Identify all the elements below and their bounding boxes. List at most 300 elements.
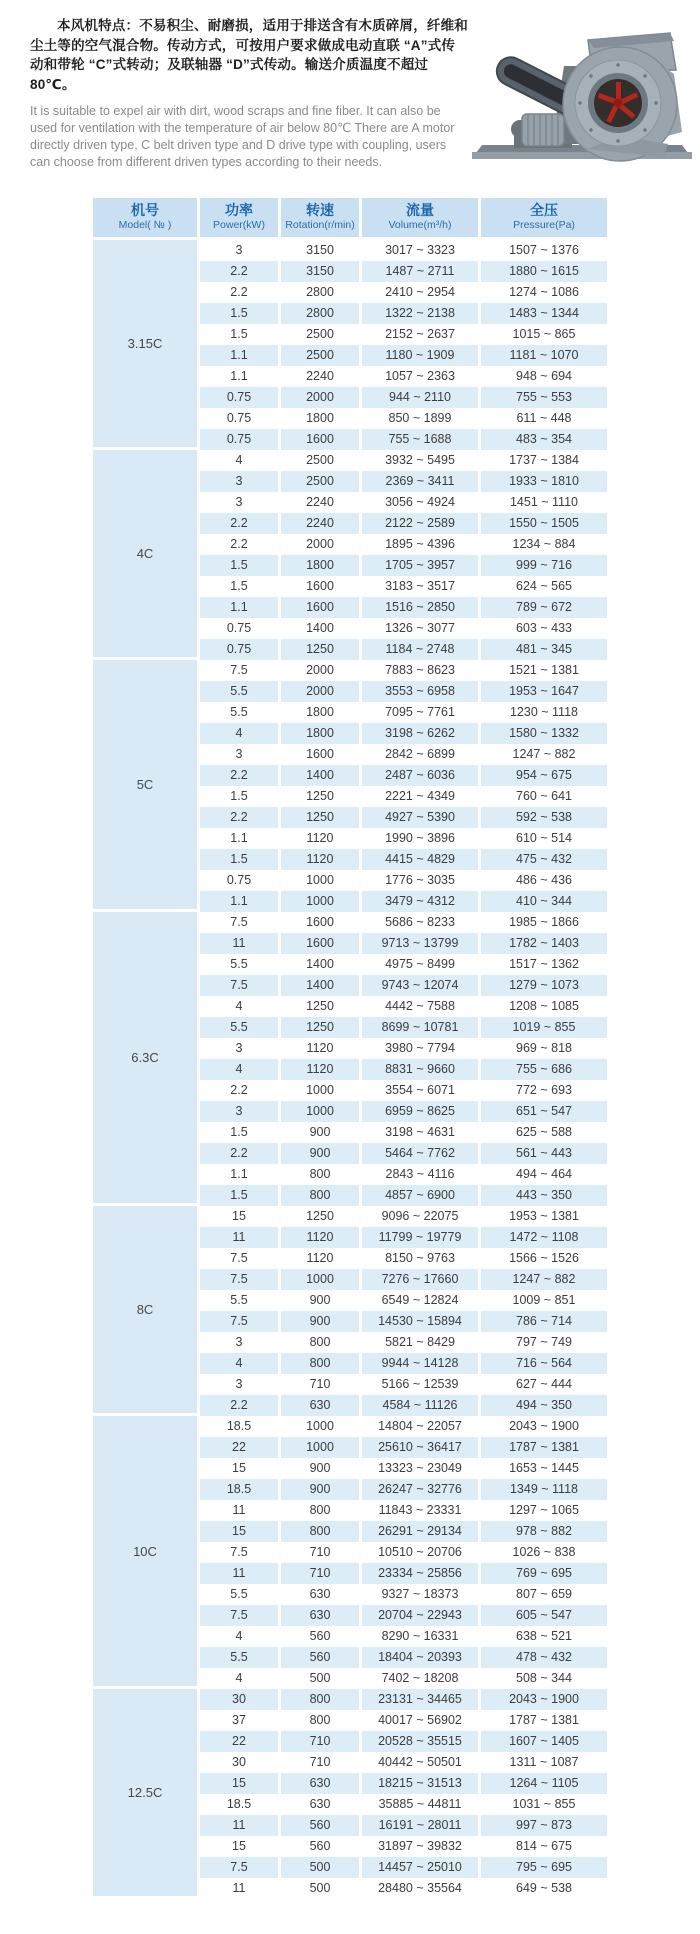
volume-cell: 1180 ~ 1909 [362, 345, 478, 366]
volume-cell: 5166 ~ 12539 [381, 1377, 459, 1391]
power-cell: 5.5 [200, 1017, 278, 1038]
rotation-cell: 630 [281, 1395, 359, 1416]
power-cell: 1.1 [200, 597, 278, 618]
volume-cell: 3980 ~ 7794 [385, 1041, 455, 1055]
pressure-cell: 1247 ~ 882 [481, 1269, 607, 1290]
pressure-cell: 797 ~ 749 [516, 1335, 572, 1349]
pressure-cell: 561 ~ 443 [481, 1143, 607, 1164]
rotation-cell: 1600 [281, 933, 359, 954]
volume-cell: 3553 ~ 6958 [362, 681, 478, 702]
rotation-cell: 1120 [306, 1251, 334, 1265]
rotation-cell: 1400 [281, 765, 359, 786]
volume-cell: 11799 ~ 19779 [362, 1227, 478, 1248]
pressure-cell: 814 ~ 675 [516, 1839, 572, 1853]
pressure-cell: 475 ~ 432 [481, 849, 607, 870]
volume-cell: 1990 ~ 3896 [385, 831, 455, 845]
rotation-cell: 1250 [281, 639, 359, 660]
power-cell: 22 [200, 1437, 278, 1458]
rotation-cell: 900 [281, 1311, 359, 1332]
pressure-cell: 1015 ~ 865 [512, 327, 576, 341]
rotation-cell: 560 [281, 1815, 359, 1836]
rotation-cell: 1800 [281, 723, 359, 744]
spec-table-body [93, 240, 607, 1899]
rotation-cell: 560 [309, 1629, 331, 1643]
rotation-cell: 800 [281, 1353, 359, 1374]
volume-cell: 13323 ~ 23049 [378, 1461, 462, 1475]
volume-cell: 4584 ~ 11126 [362, 1395, 478, 1416]
power-cell: 3 [235, 1041, 243, 1055]
power-cell: 15 [232, 1839, 246, 1853]
pressure-cell: 1349 ~ 1118 [481, 1479, 607, 1500]
rotation-cell: 800 [281, 1185, 359, 1206]
power-cell: 7.5 [230, 915, 248, 929]
volume-cell: 2122 ~ 2589 [362, 513, 478, 534]
rotation-cell: 800 [309, 1167, 331, 1181]
pressure-cell: 807 ~ 659 [516, 1587, 572, 1601]
rotation-cell: 1800 [306, 411, 334, 425]
rotation-cell: 1600 [306, 915, 334, 929]
volume-cell: 9713 ~ 13799 [362, 933, 478, 954]
power-cell: 1.5 [230, 579, 248, 593]
volume-cell: 35885 ~ 44811 [378, 1797, 462, 1811]
pressure-cell: 1985 ~ 1866 [509, 915, 579, 929]
rotation-cell: 560 [281, 1647, 359, 1668]
volume-cell: 2369 ~ 3411 [362, 471, 478, 492]
table-row [93, 240, 607, 261]
rotation-cell: 1120 [281, 849, 359, 870]
volume-cell: 4415 ~ 4829 [362, 849, 478, 870]
volume-cell: 8290 ~ 16331 [381, 1629, 459, 1643]
power-cell: 1.1 [200, 891, 278, 912]
power-cell: 2.2 [200, 807, 278, 828]
volume-cell: 9944 ~ 14128 [362, 1353, 478, 1374]
power-cell: 0.75 [226, 621, 252, 635]
power-cell: 7.5 [230, 1251, 248, 1265]
rotation-cell: 1600 [306, 747, 334, 761]
rotation-cell: 2500 [281, 471, 359, 492]
power-cell: 18.5 [226, 1797, 252, 1811]
pressure-cell: 2043 ~ 1900 [509, 1419, 579, 1433]
table-row [93, 660, 607, 681]
pressure-cell: 494 ~ 464 [516, 1167, 572, 1181]
volume-cell: 9743 ~ 12074 [362, 975, 478, 996]
volume-cell: 755 ~ 1688 [362, 429, 478, 450]
pressure-cell: 1451 ~ 1110 [509, 495, 578, 509]
pressure-cell: 1031 ~ 855 [512, 1797, 576, 1811]
volume-cell: 1322 ~ 2138 [362, 303, 478, 324]
power-cell: 15 [232, 1209, 246, 1223]
model-cell: 10C [93, 1416, 197, 1689]
power-cell: 1.5 [200, 555, 278, 576]
pressure-cell: 978 ~ 882 [481, 1521, 607, 1542]
rotation-cell: 900 [309, 1125, 331, 1139]
rotation-cell: 500 [309, 1671, 331, 1685]
pressure-cell: 786 ~ 714 [481, 1311, 607, 1332]
pressure-cell: 1787 ~ 1381 [481, 1437, 607, 1458]
model-cell: 3.15C [93, 240, 197, 450]
volume-cell: 3017 ~ 3323 [385, 243, 455, 257]
power-cell: 7.5 [200, 1269, 278, 1290]
pressure-cell: 1550 ~ 1505 [481, 513, 607, 534]
power-cell: 7.5 [200, 1605, 278, 1626]
model-cell: 6.3C [93, 912, 197, 1206]
intro-section [0, 0, 700, 171]
pressure-cell: 1247 ~ 882 [512, 747, 576, 761]
rotation-cell: 710 [281, 1563, 359, 1584]
volume-cell: 23131 ~ 34465 [362, 1689, 478, 1710]
volume-cell: 11843 ~ 23331 [378, 1503, 462, 1517]
header-pressure: 全压 Pressure(Pa) [481, 198, 607, 240]
pressure-cell: 755 ~ 686 [481, 1059, 607, 1080]
rotation-cell: 3150 [306, 243, 334, 257]
power-cell: 1.5 [200, 849, 278, 870]
rotation-cell: 1120 [306, 831, 334, 845]
rotation-cell: 900 [281, 1479, 359, 1500]
table-row [93, 1206, 607, 1227]
table-row [93, 1416, 607, 1437]
pressure-cell: 948 ~ 694 [516, 369, 572, 383]
rotation-cell: 2000 [281, 681, 359, 702]
rotation-cell: 1400 [306, 957, 334, 971]
power-cell: 11 [200, 933, 278, 954]
rotation-cell: 630 [309, 1797, 331, 1811]
power-cell: 1.1 [230, 1167, 248, 1181]
power-cell: 4 [235, 453, 243, 467]
pressure-cell: 1517 ~ 1362 [509, 957, 579, 971]
rotation-cell: 1000 [281, 1101, 359, 1122]
rotation-cell: 1400 [281, 975, 359, 996]
power-cell: 4 [200, 723, 278, 744]
volume-cell: 3554 ~ 6071 [385, 1083, 455, 1097]
volume-cell: 4975 ~ 8499 [385, 957, 455, 971]
rotation-cell: 1000 [281, 891, 359, 912]
volume-cell: 944 ~ 2110 [362, 387, 478, 408]
pressure-cell: 481 ~ 345 [481, 639, 607, 660]
volume-cell: 3479 ~ 4312 [362, 891, 478, 912]
volume-cell: 20704 ~ 22943 [362, 1605, 478, 1626]
power-cell: 1.1 [230, 369, 248, 383]
volume-cell: 31897 ~ 39832 [378, 1839, 462, 1853]
power-cell: 30 [232, 1755, 246, 1769]
power-cell: 1.5 [230, 1125, 248, 1139]
volume-cell: 18215 ~ 31513 [362, 1773, 478, 1794]
rotation-cell: 800 [309, 1503, 331, 1517]
rotation-cell: 630 [281, 1605, 359, 1626]
power-cell: 30 [200, 1689, 278, 1710]
volume-cell: 4927 ~ 5390 [362, 807, 478, 828]
volume-cell: 7883 ~ 8623 [385, 663, 455, 677]
pressure-cell: 1279 ~ 1073 [481, 975, 607, 996]
power-cell: 3 [235, 1377, 243, 1391]
volume-cell: 20528 ~ 35515 [362, 1731, 478, 1752]
rotation-cell: 900 [281, 1143, 359, 1164]
volume-cell: 1057 ~ 2363 [385, 369, 455, 383]
pressure-cell: 443 ~ 350 [481, 1185, 607, 1206]
power-cell: 7.5 [230, 663, 248, 677]
rotation-cell: 560 [309, 1839, 331, 1853]
header-power: 功率 Power(kW) [200, 198, 278, 240]
pressure-cell: 999 ~ 716 [481, 555, 607, 576]
power-cell: 7.5 [200, 975, 278, 996]
rotation-cell: 900 [309, 1461, 331, 1475]
pressure-cell: 1880 ~ 1615 [481, 261, 607, 282]
rotation-cell: 2000 [281, 387, 359, 408]
power-cell: 1.5 [230, 789, 248, 803]
power-cell: 5.5 [230, 1293, 248, 1307]
pressure-cell: 772 ~ 693 [516, 1083, 572, 1097]
volume-cell: 6959 ~ 8625 [362, 1101, 478, 1122]
rotation-cell: 1600 [281, 429, 359, 450]
pressure-cell: 769 ~ 695 [481, 1563, 607, 1584]
rotation-cell: 2500 [281, 345, 359, 366]
rotation-cell: 1000 [306, 1083, 334, 1097]
volume-cell: 7276 ~ 17660 [362, 1269, 478, 1290]
power-cell: 2.2 [200, 765, 278, 786]
volume-cell: 18404 ~ 20393 [362, 1647, 478, 1668]
volume-cell: 23334 ~ 25856 [362, 1563, 478, 1584]
header-volume: 流量 Volume(m³/h) [362, 198, 478, 240]
power-cell: 0.75 [200, 387, 278, 408]
rotation-cell: 2500 [306, 453, 334, 467]
pressure-cell: 1274 ~ 1086 [509, 285, 579, 299]
pressure-cell: 1787 ~ 1381 [509, 1713, 579, 1727]
power-cell: 2.2 [230, 537, 248, 551]
volume-cell: 3056 ~ 4924 [385, 495, 455, 509]
rotation-cell: 710 [309, 1377, 331, 1391]
power-cell: 1.1 [230, 831, 248, 845]
power-cell: 7.5 [230, 1545, 248, 1559]
volume-cell: 9096 ~ 22075 [381, 1209, 459, 1223]
power-cell: 5.5 [230, 957, 248, 971]
volume-cell: 8831 ~ 9660 [362, 1059, 478, 1080]
volume-cell: 28480 ~ 35564 [378, 1881, 462, 1895]
rotation-cell: 800 [309, 1335, 331, 1349]
pressure-cell: 755 ~ 553 [481, 387, 607, 408]
pressure-cell: 494 ~ 350 [481, 1395, 607, 1416]
volume-cell: 1516 ~ 2850 [362, 597, 478, 618]
power-cell: 15 [200, 1773, 278, 1794]
power-cell: 2.2 [230, 285, 248, 299]
volume-cell: 2843 ~ 4116 [385, 1167, 455, 1181]
power-cell: 3 [200, 1101, 278, 1122]
power-cell: 11 [232, 1503, 246, 1517]
rotation-cell: 900 [309, 1293, 331, 1307]
pressure-cell: 1181 ~ 1070 [481, 345, 607, 366]
volume-cell: 14457 ~ 25010 [362, 1857, 478, 1878]
rotation-cell: 1250 [281, 807, 359, 828]
power-cell: 3 [235, 495, 243, 509]
power-cell: 5.5 [230, 1587, 248, 1601]
pressure-cell: 1507 ~ 1376 [509, 243, 579, 257]
rotation-cell: 500 [281, 1857, 359, 1878]
volume-cell: 850 ~ 1899 [388, 411, 452, 425]
pressure-cell: 410 ~ 344 [481, 891, 607, 912]
pressure-cell: 997 ~ 873 [481, 1815, 607, 1836]
rotation-cell: 1600 [281, 597, 359, 618]
power-cell: 1.1 [200, 345, 278, 366]
volume-cell: 26291 ~ 29134 [362, 1521, 478, 1542]
rotation-cell: 710 [281, 1731, 359, 1752]
power-cell: 4 [200, 1059, 278, 1080]
power-cell: 11 [200, 1227, 278, 1248]
power-cell: 3 [235, 243, 243, 257]
volume-cell: 4857 ~ 6900 [362, 1185, 478, 1206]
volume-cell: 5464 ~ 7762 [362, 1143, 478, 1164]
pressure-cell: 969 ~ 818 [516, 1041, 572, 1055]
pressure-cell: 478 ~ 432 [481, 1647, 607, 1668]
pressure-cell: 1653 ~ 1445 [509, 1461, 579, 1475]
power-cell: 3 [235, 747, 243, 761]
volume-cell: 9327 ~ 18373 [381, 1587, 459, 1601]
rotation-cell: 1120 [281, 1227, 359, 1248]
power-cell: 15 [200, 1521, 278, 1542]
pressure-cell: 954 ~ 675 [481, 765, 607, 786]
power-cell: 0.75 [200, 429, 278, 450]
rotation-cell: 1250 [306, 999, 334, 1013]
rotation-cell: 1800 [306, 705, 334, 719]
pressure-cell: 1737 ~ 1384 [509, 453, 579, 467]
volume-cell: 3198 ~ 4631 [385, 1125, 455, 1139]
power-cell: 7.5 [200, 1311, 278, 1332]
power-cell: 1.5 [230, 327, 248, 341]
volume-cell: 16191 ~ 28011 [362, 1815, 478, 1836]
pressure-cell: 603 ~ 433 [516, 621, 572, 635]
rotation-cell: 1400 [306, 621, 334, 635]
rotation-cell: 1800 [281, 555, 359, 576]
volume-cell: 3198 ~ 6262 [362, 723, 478, 744]
centrifugal-fan-image [468, 24, 698, 164]
pressure-cell: 1297 ~ 1065 [509, 1503, 579, 1517]
power-cell: 11 [200, 1563, 278, 1584]
volume-cell: 5686 ~ 8233 [385, 915, 455, 929]
rotation-cell: 1250 [306, 789, 334, 803]
rotation-cell: 710 [309, 1545, 331, 1559]
pressure-cell: 716 ~ 564 [481, 1353, 607, 1374]
model-cell: 12.5C [93, 1689, 197, 1899]
power-cell: 2.2 [200, 261, 278, 282]
rotation-cell: 630 [309, 1587, 331, 1601]
volume-cell: 40017 ~ 56902 [378, 1713, 462, 1727]
rotation-cell: 630 [281, 1773, 359, 1794]
pressure-cell: 2043 ~ 1900 [481, 1689, 607, 1710]
pressure-cell: 1782 ~ 1403 [481, 933, 607, 954]
volume-cell: 3183 ~ 3517 [385, 579, 455, 593]
volume-cell: 10510 ~ 20706 [378, 1545, 462, 1559]
pressure-cell: 624 ~ 565 [516, 579, 572, 593]
model-cell: 5C [93, 660, 197, 912]
power-cell: 22 [200, 1731, 278, 1752]
pressure-cell: 795 ~ 695 [481, 1857, 607, 1878]
volume-cell: 8150 ~ 9763 [385, 1251, 455, 1265]
volume-cell: 4442 ~ 7588 [385, 999, 455, 1013]
power-cell: 3 [235, 1335, 243, 1349]
volume-cell: 2410 ~ 2954 [385, 285, 455, 299]
power-cell: 2.2 [200, 1395, 278, 1416]
rotation-cell: 2500 [306, 327, 334, 341]
power-cell: 0.75 [226, 873, 252, 887]
pressure-cell: 1026 ~ 838 [512, 1545, 576, 1559]
rotation-cell: 800 [281, 1689, 359, 1710]
table-row [93, 912, 607, 933]
pressure-cell: 1311 ~ 1087 [509, 1755, 579, 1769]
power-cell: 0.75 [200, 639, 278, 660]
rotation-cell: 1250 [281, 1017, 359, 1038]
power-cell: 15 [232, 1461, 246, 1475]
power-cell: 18.5 [200, 1479, 278, 1500]
power-cell: 37 [232, 1713, 246, 1727]
power-cell: 5.5 [230, 705, 248, 719]
pressure-cell: 611 ~ 448 [516, 411, 572, 425]
volume-cell: 1326 ~ 3077 [385, 621, 455, 635]
rotation-cell: 1000 [306, 873, 334, 887]
rotation-cell: 3150 [281, 261, 359, 282]
volume-cell: 14804 ~ 22057 [378, 1419, 462, 1433]
pressure-cell: 1521 ~ 1381 [509, 663, 579, 677]
volume-cell: 3932 ~ 5495 [385, 453, 455, 467]
volume-cell: 7095 ~ 7761 [385, 705, 455, 719]
pressure-cell: 789 ~ 672 [481, 597, 607, 618]
volume-cell: 1705 ~ 3957 [362, 555, 478, 576]
volume-cell: 8699 ~ 10781 [362, 1017, 478, 1038]
volume-cell: 1776 ~ 3035 [385, 873, 455, 887]
rotation-cell: 1250 [306, 1209, 334, 1223]
intro-paragraph-en: It is suitable to expel air with dirt, wood scraps and fine fiber. It can also be used for ventilation with the temperature of air below 80℃ There are A motor directly driven type, C belt driven type and D drive type with coupling, users can choose from different driven types according to their needs. [30, 104, 455, 169]
rotation-cell: 710 [309, 1755, 331, 1769]
power-cell: 11 [200, 1815, 278, 1836]
table-row [93, 450, 607, 471]
volume-cell: 1895 ~ 4396 [385, 537, 455, 551]
power-cell: 18.5 [226, 1419, 252, 1433]
intro-text-block [30, 16, 468, 171]
pressure-cell: 1580 ~ 1332 [481, 723, 607, 744]
power-cell: 3 [200, 471, 278, 492]
power-cell: 0.75 [226, 411, 252, 425]
pressure-cell: 508 ~ 344 [516, 1671, 572, 1685]
pressure-cell: 651 ~ 547 [481, 1101, 607, 1122]
model-cell: 8C [93, 1206, 197, 1416]
rotation-cell: 1000 [281, 1269, 359, 1290]
rotation-cell: 2000 [306, 537, 334, 551]
pressure-cell: 1607 ~ 1405 [481, 1731, 607, 1752]
power-cell: 4 [235, 1629, 243, 1643]
rotation-cell: 1600 [306, 579, 334, 593]
pressure-cell: 1933 ~ 1810 [481, 471, 607, 492]
volume-cell: 5821 ~ 8429 [385, 1335, 455, 1349]
header-rotation: 转速 Rotation(r/min) [281, 198, 359, 240]
volume-cell: 25610 ~ 36417 [362, 1437, 478, 1458]
table-header-row [93, 198, 607, 240]
power-cell: 4 [200, 1353, 278, 1374]
rotation-cell: 2000 [306, 663, 334, 677]
rotation-cell: 1120 [306, 1041, 334, 1055]
power-cell: 2.2 [200, 1143, 278, 1164]
volume-cell: 2221 ~ 4349 [385, 789, 455, 803]
rotation-cell: 1000 [306, 1419, 334, 1433]
pressure-cell: 1208 ~ 1085 [509, 999, 579, 1013]
fan-image-container [468, 16, 700, 164]
volume-cell: 2842 ~ 6899 [385, 747, 455, 761]
rotation-cell: 2800 [281, 303, 359, 324]
pressure-cell: 1566 ~ 1526 [509, 1251, 579, 1265]
rotation-cell: 2800 [306, 285, 334, 299]
fan-spec-table [90, 198, 610, 1899]
power-cell: 1.5 [200, 1185, 278, 1206]
header-model: 机号 Model( № ) [93, 198, 197, 240]
rotation-cell: 1000 [281, 1437, 359, 1458]
volume-cell: 40442 ~ 50501 [378, 1755, 462, 1769]
rotation-cell: 500 [309, 1881, 331, 1895]
pressure-cell: 627 ~ 444 [516, 1377, 572, 1391]
